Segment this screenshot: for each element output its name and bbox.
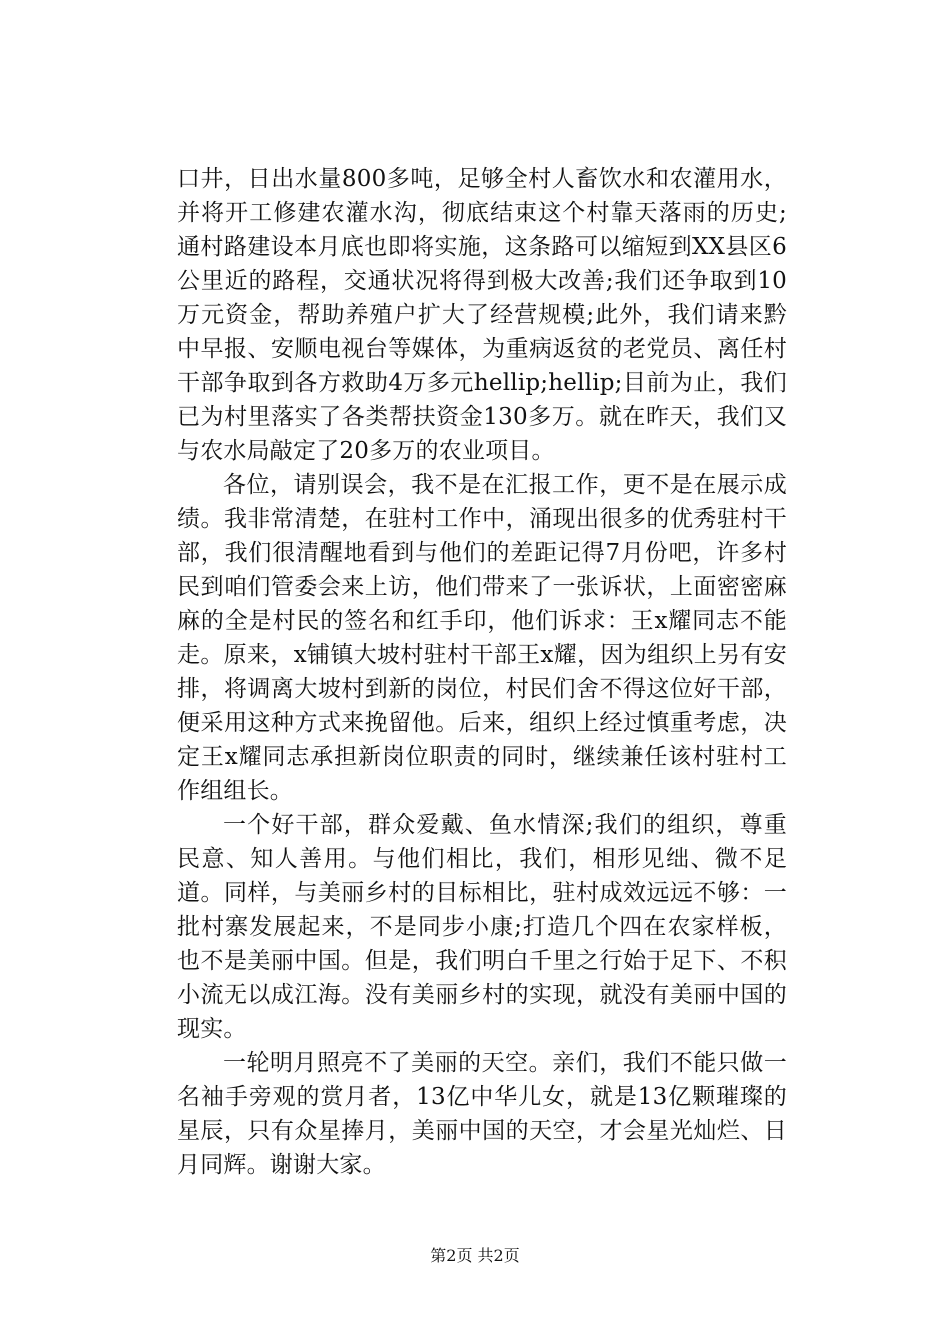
paragraph-clarification: 各位，请别误会，我不是在汇报工作，更不是在展示成绩。我非常清楚，在驻村工作中，涌现出很多的优秀驻村干部，我们很清醒地看到与他们的差距记得7月份吧，许多村民到咱们管委会来上访，他们带来了一张诉状，上面密密麻麻的全是村民的签名和红手印，他们诉求：王x耀同志不能走。原来，x铺镇大坡村驻村干部王x耀，因为组织上另有安排，将调离大坡村到新的岗位，村民们舍不得这位好干部，便采用这种方式来挽留他。后来，组织上经过慎重考虑，决定王x耀同志承担新岗位职责的同时，继续兼任该村驻村工作组组长。 [177,472,787,804]
paragraph-closing: 一轮明月照亮不了美丽的天空。亲们，我们不能只做一名袖手旁观的赏月者，13亿中华儿女，就是13亿颗璀璨的星辰，只有众星捧月，美丽中国的天空，才会星光灿烂、日月同辉。谢谢大家。 [177,1050,787,1178]
page-number-footer: 第2页 共2页 [430,1246,520,1265]
paragraph-good-cadre: 一个好干部，群众爱戴、鱼水情深;我们的组织，尊重民意、知人善用。与他们相比，我们，相形见绌、微不足道。同样，与美丽乡村的目标相比，驻村成效远远不够：一批村寨发展起来，不是同步小康;打造几个四在农家样板，也不是美丽中国。但是，我们明白千里之行始于足下、不积小流无以成江海。没有美丽乡村的实现，就没有美丽中国的现实。 [177,812,787,1042]
document-body [177,162,787,1182]
paragraph-continuation: 口井，日出水量800多吨，足够全村人畜饮水和农灌用水，并将开工修建农灌水沟，彻底结束这个村靠天落雨的历史;通村路建设本月底也即将实施，这条路可以缩短到XX县区6公里近的路程，交通状况将得到极大改善;我们还争取到10万元资金，帮助养殖户扩大了经营规模;此外，我们请来黔中早报、安顺电视台等媒体，为重病返贫的老党员、离任村干部争取到各方救助4万多元hellip;hellip;目前为止，我们已为村里落实了各类帮扶资金130多万。就在昨天，我们又与农水局敲定了20多万的农业项目。 [177,166,787,464]
